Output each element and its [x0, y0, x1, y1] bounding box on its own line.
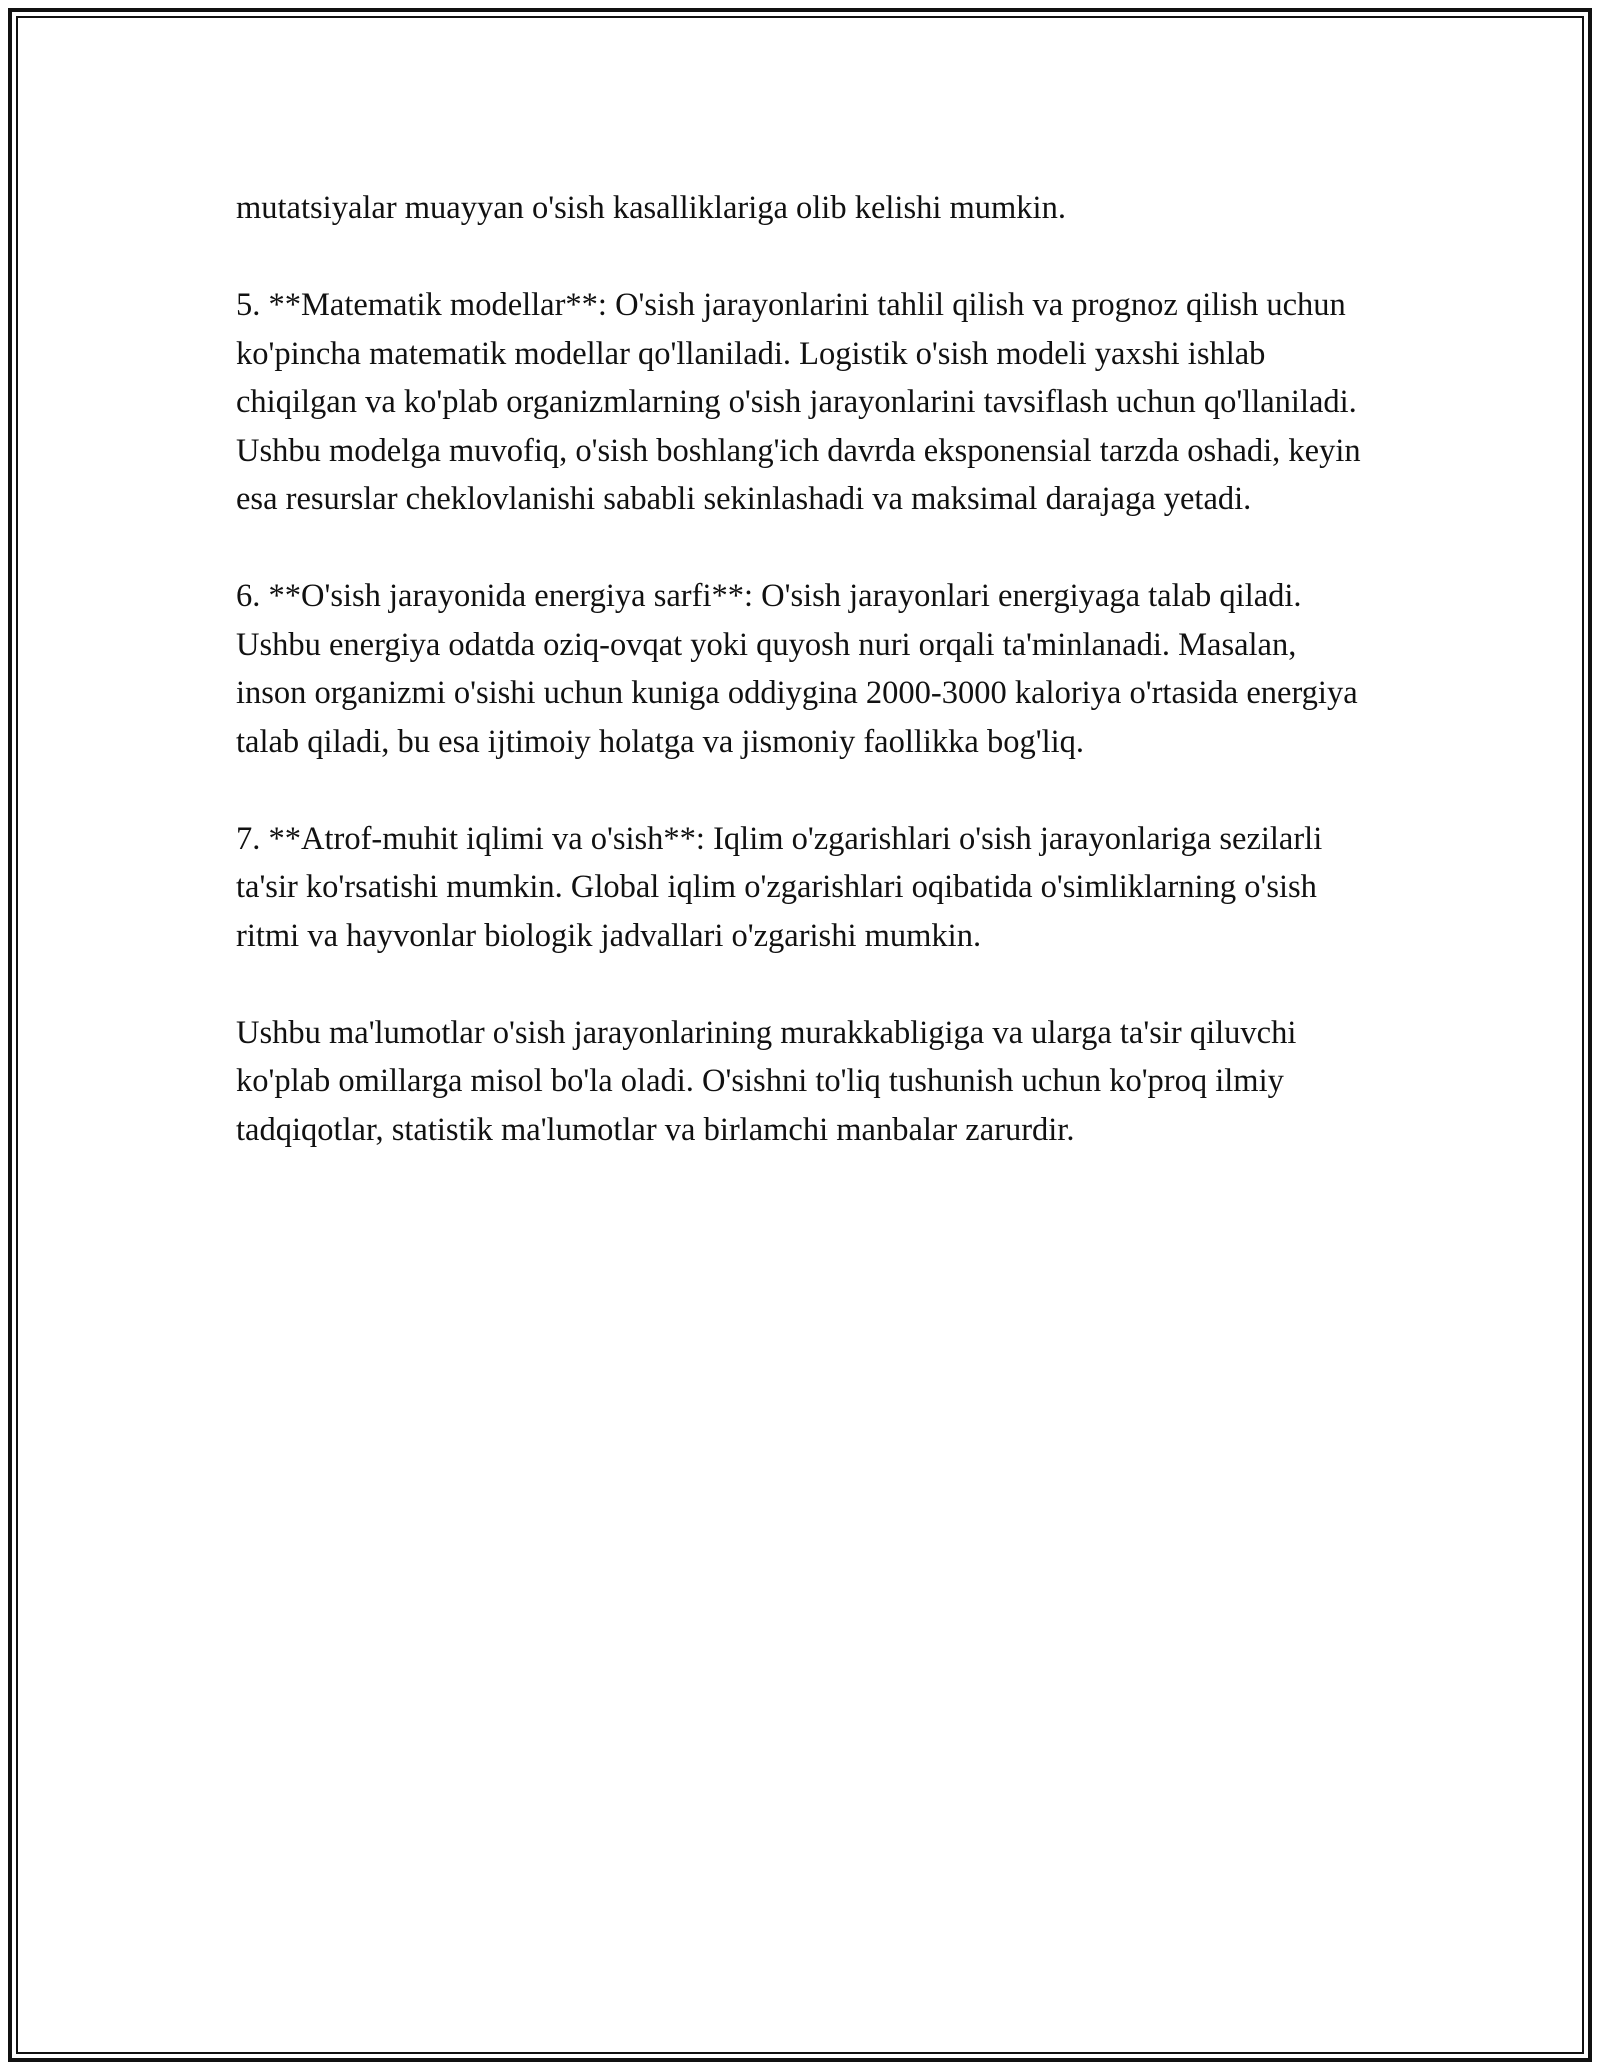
paragraph-continuation: mutatsiyalar muayyan o'sish kasalliklariga olib kelishi mumkin. [236, 190, 1066, 226]
paragraph-energy-consumption: 6. **O'sish jarayonida energiya sarfi**: O'sish jarayonlari energiyaga talab qiladi. Ushbu energiya odatda oziq-ovqat yoki quyosh nuri orqali ta'minlanadi. Masalan, inson organizmi o'sishi uchun kuniga oddiygina 2000-3000 kaloriya o'rtasida energiya talab qiladi, bu esa ijtimoiy holatga va jismoniy faollikka bog'liq. [236, 578, 1358, 760]
paragraph-climate: 7. **Atrof-muhit iqlimi va o'sish**: Iqlim o'zgarishlari o'sish jarayonlariga sezilarli ta'sir ko'rsatishi mumkin. Global iqlim o'zgarishlari oqibatida o'simliklarning o'sish ritmi va hayvonlar biologik jadvallari o'zgarishi mumkin. [236, 820, 1323, 954]
paragraph-mathematical-models: 5. **Matematik modellar**: O'sish jarayonlarini tahlil qilish va prognoz qilish uchun ko'pincha matematik modellar qo'llaniladi. Logistik o'sish modeli yaxshi ishlab chiqilgan va ko'plab organizmlarning o'sish jarayonlarini tavsiflash uchun qo'llaniladi. Ushbu modelga muvofiq, o'sish boshlang'ich davrda eksponensial tarzda oshadi, keyin esa resurslar cheklovlanishi sababli sekinlashadi va maksimal darajaga yetadi. [236, 287, 1361, 517]
paragraph-conclusion: Ushbu ma'lumotlar o'sish jarayonlarining murakkabligiga va ularga ta'sir qiluvchi ko'plab omillarga misol bo'la oladi. O'sishni to'liq tushunish uchun ko'proq ilmiy tadqiqotlar, statistik ma'lumotlar va birlamchi manbalar zarurdir. [236, 1014, 1297, 1148]
document-body [236, 184, 1366, 1203]
